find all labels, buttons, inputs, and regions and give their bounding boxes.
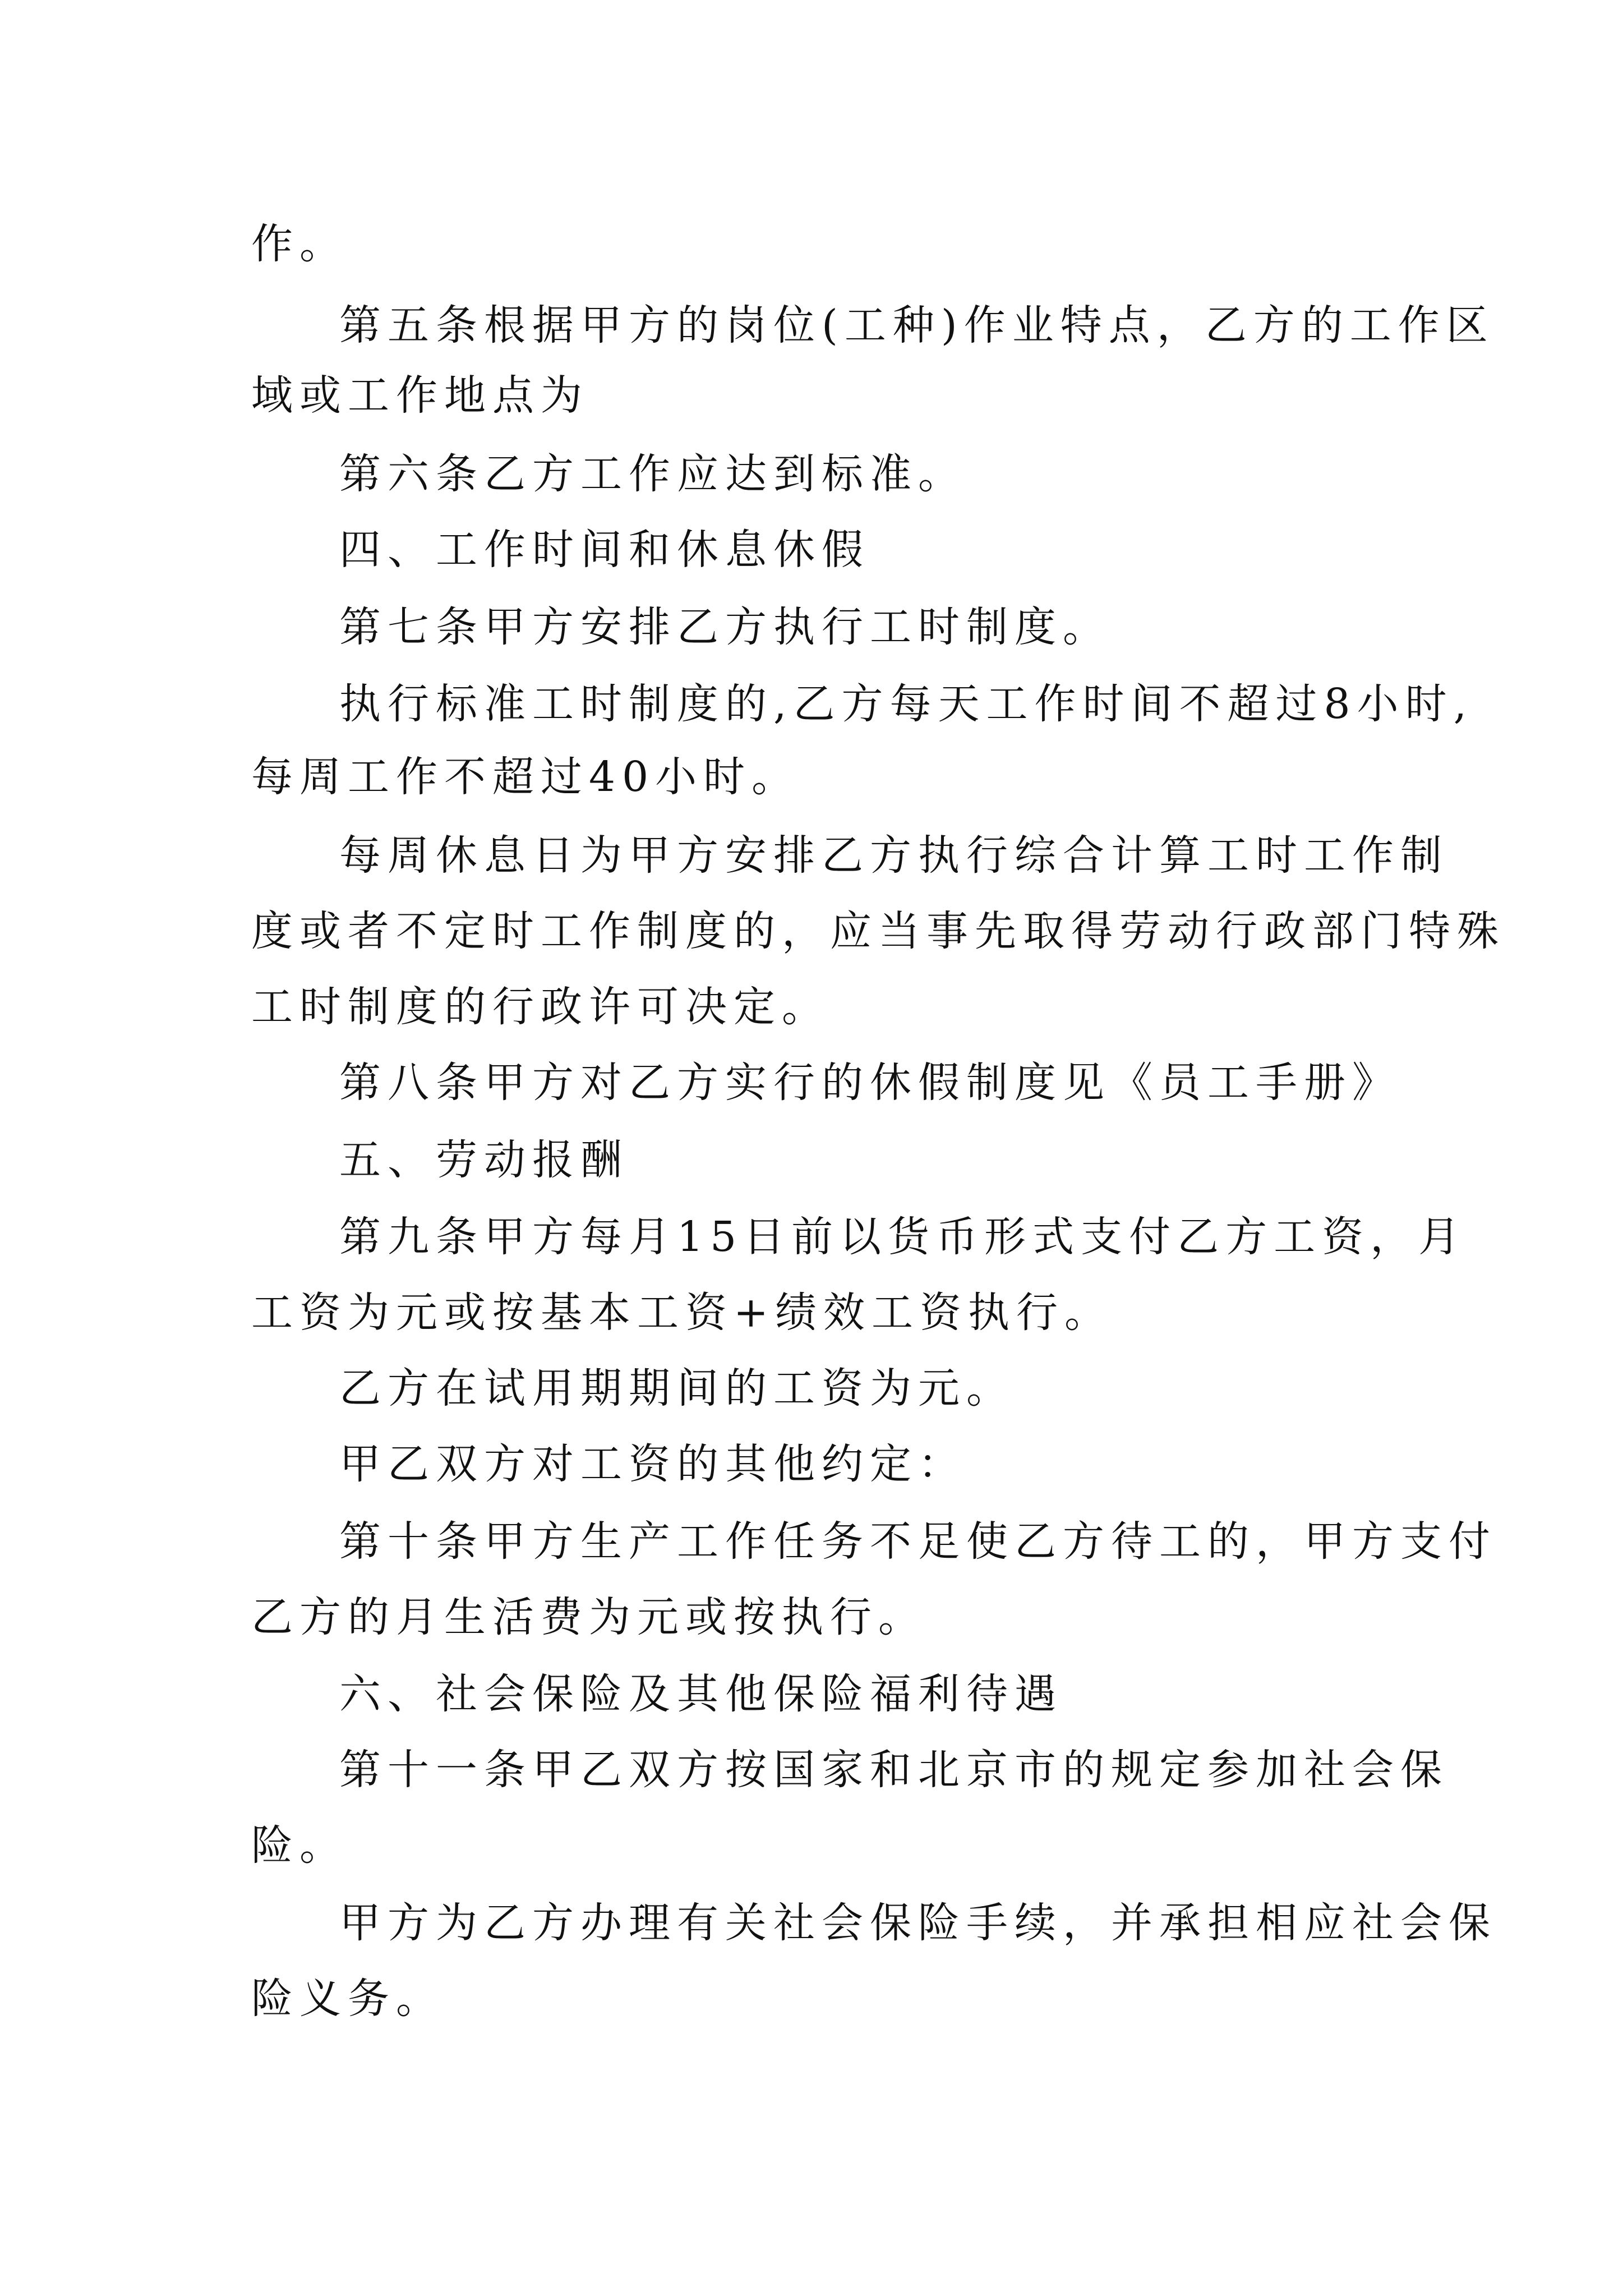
section-heading: 四、工作时间和休息休假	[339, 526, 870, 574]
text-line: 第九条甲方每月15日前以货币形式支付乙方工资，月	[339, 1213, 1467, 1261]
text-line: 度或者不定时工作制度的，应当事先取得劳动行政部门特殊	[251, 907, 1505, 955]
text-line: 第七条甲方安排乙方执行工时制度。	[339, 603, 1111, 651]
text-line: 险义务。	[251, 1975, 444, 2023]
text-line: 作。	[251, 220, 348, 268]
text-line: 第八条甲方对乙方实行的休假制度见《员工手册》	[339, 1059, 1400, 1107]
text-line: 第十一条甲乙双方按国家和北京市的规定参加社会保	[339, 1746, 1449, 1794]
text-line: 每周工作不超过40小时。	[251, 753, 800, 801]
text-line: 甲乙双方对工资的其他约定：	[339, 1440, 966, 1488]
text-line: 甲方为乙方办理有关社会保险手续，并承担相应社会保	[339, 1899, 1497, 1947]
text-line: 执行标准工时制度的,乙方每天工作时间不超过8小时,	[339, 680, 1474, 728]
text-line: 每周休息日为甲方安排乙方执行综合计算工时工作制	[339, 831, 1449, 880]
text-line: 险。	[251, 1821, 348, 1870]
section-heading: 六、社会保险及其他保险福利待遇	[339, 1670, 1063, 1718]
section-heading: 五、劳动报酬	[339, 1136, 629, 1184]
text-line: 域或工作地点为	[251, 371, 589, 420]
text-line: 第十条甲方生产工作任务不足使乙方待工的，甲方支付	[339, 1517, 1497, 1566]
text-line: 工资为元或按基本工资+绩效工资执行。	[251, 1289, 1113, 1337]
text-line: 第五条根据甲方的岗位(工种)作业特点，乙方的工作区	[339, 301, 1495, 349]
text-line: 乙方在试用期期间的工资为元。	[339, 1364, 1015, 1412]
text-line: 乙方的月生活费为元或按执行。	[251, 1593, 926, 1641]
text-line: 工时制度的行政许可决定。	[251, 983, 830, 1031]
text-line: 第六条乙方工作应达到标准。	[339, 450, 966, 498]
